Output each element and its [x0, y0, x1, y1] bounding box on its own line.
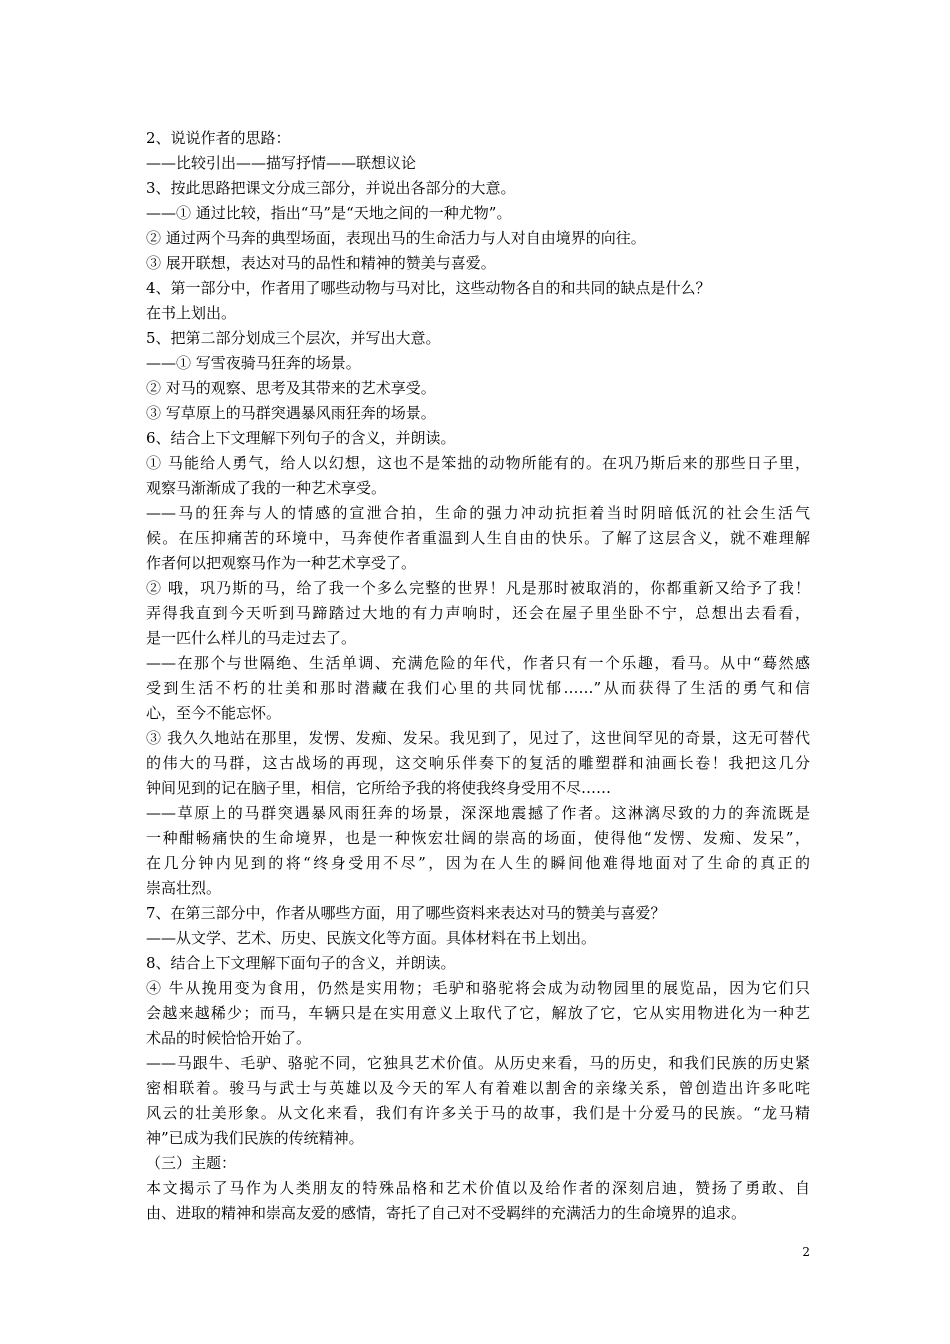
text-line: ② 哦，巩乃斯的马，给了我一个多么完整的世界！凡是那时被取消的，你都重新又给予了我！ — [146, 579, 810, 597]
text-line: 观察马渐渐成了我的一种艺术享受。 — [146, 479, 387, 497]
text-line: （三）主题： — [146, 1154, 237, 1172]
text-line: 在几分钟内见到的将“终身受用不尽”，因为在人生的瞬间他难得地面对了生命的真正的 — [146, 854, 810, 872]
text-line: ——草原上的马群突遇暴风雨狂奔的场景，深深地震撼了作者。这淋漓尽致的力的奔流既是 — [146, 804, 810, 822]
text-line: ——① 写雪夜骑马狂奔的场景。 — [146, 354, 361, 372]
text-line: 7、在第三部分中，作者从哪些方面，用了哪些资料来表达对马的赞美与喜爱？ — [146, 904, 666, 922]
text-line: ③ 展开联想，表达对马的品性和精神的赞美与喜爱。 — [146, 254, 496, 272]
text-line: ③ 我久久地站在那里，发愣、发痴、发呆。我见到了，见过了，这世间罕见的奇景，这无可替代 — [146, 729, 810, 747]
text-line: 一种酣畅痛快的生命境界，也是一种恢宏壮阔的崇高的场面，使得他“发愣、发痴、发呆”， — [146, 829, 810, 847]
text-line: 作者何以把观察马作为一种艺术享受了。 — [146, 554, 417, 572]
text-line: 2、说说作者的思路： — [146, 129, 291, 147]
text-line: 6、结合上下文理解下列句子的含义，并朗读。 — [146, 429, 456, 447]
text-line: 密相联着。骏马与武士与英雄以及今天的军人有着难以割舍的亲缘关系，曾创造出许多叱咤 — [146, 1079, 810, 1097]
text-line: ② 对马的观察、思考及其带来的艺术享受。 — [146, 379, 436, 397]
text-line: 由、进取的精神和崇高友爱的感情，寄托了自己对不受羁绊的充满活力的生命境界的追求。 — [146, 1204, 747, 1222]
text-line: ④ 牛从挽用变为食用，仍然是实用物；毛驴和骆驼将会成为动物园里的展览品，因为它们只 — [146, 979, 810, 997]
text-line: ——比较引出——描写抒情——联想议论 — [146, 154, 417, 172]
document-body — [146, 126, 810, 1226]
text-line: 会越来越稀少；而马，车辆只是在实用意义上取代了它，解放了它，它从实用物进化为一种艺 — [146, 1004, 810, 1022]
text-line: 风云的壮美形象。从文化来看，我们有许多关于马的故事，我们是十分爱马的民族。“龙马精 — [146, 1104, 810, 1122]
text-line: 3、按此思路把课文分成三部分，并说出各部分的大意。 — [146, 179, 516, 197]
text-line: 本文揭示了马作为人类朋友的特殊品格和艺术价值以及给作者的深刻启迪，赞扬了勇敢、自 — [146, 1179, 810, 1197]
text-line: ——马跟牛、毛驴、骆驼不同，它独具艺术价值。从历史来看，马的历史，和我们民族的历史紧 — [146, 1054, 810, 1072]
text-line: 4、第一部分中，作者用了哪些动物与马对比，这些动物各自的和共同的缺点是什么？ — [146, 279, 711, 297]
text-line: 是一匹什么样儿的马走过去了。 — [146, 629, 357, 647]
text-line: ② 通过两个马奔的典型场面，表现出马的生命活力与人对自由境界的向往。 — [146, 229, 646, 247]
text-line: ——在那个与世隔绝、生活单调、充满危险的年代，作者只有一个乐趣，看马。从中“蓦然感 — [146, 654, 810, 672]
text-line: ——从文学、艺术、历史、民族文化等方面。具体材料在书上划出。 — [146, 929, 597, 947]
text-line: ——马的狂奔与人的情感的宣泄合拍，生命的强力冲动抗拒着当时阴暗低沉的社会生活气 — [146, 504, 810, 522]
text-line: 候。在压抑痛苦的环境中，马奔使作者重温到人生自由的快乐。了解了这层含义，就不难理解 — [146, 529, 810, 547]
text-line: 8、结合上下文理解下面句子的含义，并朗读。 — [146, 954, 456, 972]
text-line: ——① 通过比较，指出“马”是“天地之间的一种尤物”。 — [146, 204, 512, 222]
text-line: 心，至今不能忘怀。 — [146, 704, 282, 722]
text-line: 钟间见到的记在脑子里，相信，它所给予我的将使我终身受用不尽…… — [146, 779, 612, 797]
text-line: ① 马能给人勇气，给人以幻想，这也不是笨拙的动物所能有的。在巩乃斯后来的那些日子里， — [146, 454, 810, 472]
text-line: 神”已成为我们民族的传统精神。 — [146, 1129, 364, 1147]
text-line: 术品的时候恰恰开始了。 — [146, 1029, 312, 1047]
text-line: 的伟大的马群，这古战场的再现，这交响乐伴奏下的复活的雕塑群和油画长卷！我把这几分 — [146, 754, 810, 772]
text-line: 5、把第二部分划成三个层次，并写出大意。 — [146, 329, 441, 347]
text-line: 崇高壮烈。 — [146, 879, 222, 897]
text-line: 在书上划出。 — [146, 304, 237, 322]
page-number: 2 — [802, 1245, 810, 1259]
text-line: ③ 写草原上的马群突遇暴风雨狂奔的场景。 — [146, 404, 436, 422]
text-line: 受到生活不朽的壮美和那时潜藏在我们心里的共同忧郁……”从而获得了生活的勇气和信 — [146, 679, 810, 697]
text-line: 弄得我直到今天听到马蹄踏过大地的有力声响时，还会在屋子里坐卧不宁，总想出去看看， — [146, 604, 810, 622]
